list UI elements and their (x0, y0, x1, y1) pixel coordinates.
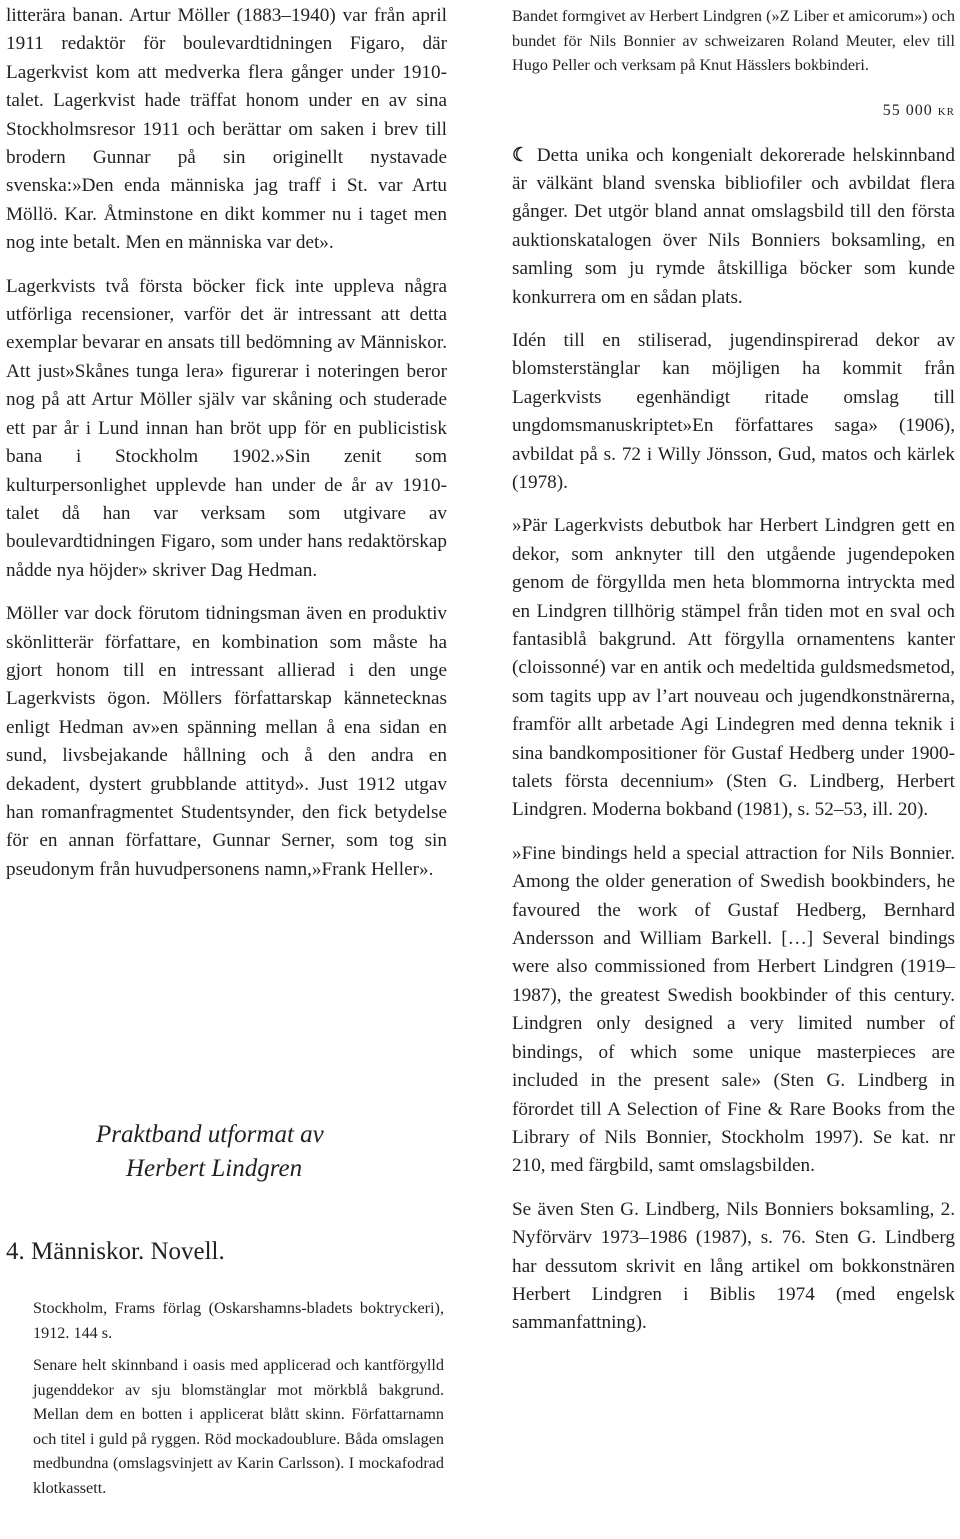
left-paragraph-2: Lagerkvists två första böcker fick inte uppleva några utförliga recensioner, varför det är intressant att detta exemplar bevarar en ansats till bedömning av Människor. Att just»Skånes tunga lera» figurerar i noteringen beror nog på att Artur Möller själv var skåning och studerade ett par år i Lund innan han bröt upp för en publicistisk bana i Stockholm 1902.»Sin zenit som kulturpersonlighet upplevde han under de år av 1910-talet då han var verksam som utgivare av boulevardtidningen Figaro, som under hans redaktörskap nådde nya höjder» skriver Dag Hedman. (6, 275, 447, 581)
lot-binding-description: Senare helt skinnband i oasis med applicerad och kantförgylld jugenddekor av sju blomstänglar mot mörkblå bakgrund. Mellan dem en botten i applicerat blått skinn. Författarnamn och titel i guld på ryggen. Röd mockadoublure. Båda omslagen medbundna (omslagsvinjett av Karin Carlsson). I mockafodrad klotkassett. (33, 1356, 444, 1497)
section-heading-line-1: Praktband utformat av (96, 1121, 324, 1148)
right-paragraph-5: Se även Sten G. Lindberg, Nils Bonniers boksamling, 2. Nyförvärv 1973–1986 (1987), s. 76. Sten G. Lindberg har dessutom skrivit en lång artikel om bokkonstnären Herbert Lindgren i Biblis 1974 (med engelsk sammanfattning). (512, 1198, 955, 1334)
binder-note: Bandet formgivet av Herbert Lindgren (»Z Liber et amicorum») och bundet för Nils Bonnier av schweizaren Roland Meuter, elev till Hugo Peller och verksam på Knut Hässlers bokbinderi. (512, 7, 955, 74)
right-column (512, 0, 955, 1338)
right-paragraph-1-text: Detta unika och kongenialt dekorerade helskinnband är välkänt bland svenska bibliofiler och avbildat flera gånger. Det utgör bland annat omslagsbild till den första auktionskatalogen över Nils Bonniers boksamling, en samling som ju rymde åtskilliga böcker som kunde konkurrera om en sådan plats. (512, 144, 955, 308)
right-paragraph-2: Idén till en stiliserad, jugendinspirerad dekor av blomsterstänglar kan möjligen ha kommit från Lagerkvists egenhändigt ritade omslag till ungdomsmanuskriptet»En författares saga» (1906), avbildat på s. 72 i Willy Jönsson, Gud, matos och kärlek (1978). (512, 329, 955, 493)
left-column (6, 0, 447, 884)
lot-imprint: Stockholm, Frams förlag (Oskarshamns-bladets boktryckeri), 1912. 144 s. (33, 1299, 444, 1342)
paragraph-marker-icon: ☾ (512, 144, 530, 166)
right-paragraph-3: »Pär Lagerkvists debutbok har Herbert Lindgren gett en dekor, som anknyter till den utgående jugendepoken genom de förgyllda men heta blommorna intryckta med en Lindgren tillhörig stämpel från tiden mot en sval och fantasiblå bakgrund. Att förgylla ornamentens kanter (cloissonné) var en antik och medeltida guldsmedsmetod, som tagits upp av l’art nouveau och jugendkonstnärerna, framför allt arbetade Agi Lindegren med denna teknik i sina bandkompositioner för Gustaf Hedberg under 1900-talets första decennium» (Sten G. Lindberg, Herbert Lindgren. Moderna bokband (1981), s. 52–53, ill. 20). (512, 515, 955, 821)
section-heading (96, 1118, 426, 1186)
lot-details (33, 1296, 444, 1500)
lot-title: 4. Människor. Novell. (6, 1238, 225, 1265)
right-paragraph-1 (512, 142, 955, 312)
price-number: 55 000 (882, 101, 933, 119)
price (512, 102, 955, 120)
right-paragraph-4: »Fine bindings held a special attraction for Nils Bonnier. Among the older generation of Swedish bookbinders, he favoured the work of Gustaf Hedberg, Bernhard Andersson and William Barkell. […] Several bindings were also commissioned from Herbert Lindgren (1919–1987), the greatest Swedish bookbinder of this century. Lindgren only designed a very limited number of bindings, of which some unique masterpieces are included in the present sale» (Sten G. Lindberg in förordet till A Selection of Fine & Rare Books from the Library of Nils Bonnier, Stockholm 1997). Se kat. nr 210, med färgbild, samt omslagsbilden. (512, 842, 955, 1177)
left-paragraph-3: Möller var dock förutom tidningsman även en produktiv skönlitterär författare, en kombination som måste ha gjort honom till en intressant allierad i den unge Lagerkvists ögon. Möllers författarskap kännetecknas enligt Hedman av»en spänning mellan å ena sidan en sund, livsbejakande hållning och å den andra en dekadent, dystert grubblande attityd». Just 1912 utgav han romanfragmentet Studentsynder, den fick betydelse för en annan författare, Gunnar Serner, som tog sin pseudonym från huvudpersonens namn,»Frank Heller». (6, 603, 447, 880)
left-paragraph-1: litterära banan. Artur Möller (1883–1940) var från april 1911 redaktör för boulevardtidningen Figaro, där Lagerkvist kom att medverka flera gånger under 1910-talet. Lagerkvist hade träffat honom under en av sina Stockholmsresor 1911 och berättar om saken i brev till brodern Gunnar på sin originellt nystavade svenska:»Den enda människa jag traff i St. var Artu Möllö. Kar. Åtminstone en dikt kommer nu i taget men nog inte betalt. Men en människa var det». (6, 5, 447, 254)
section-heading-line-2: Herbert Lindgren (126, 1155, 303, 1182)
price-unit: kr (937, 101, 955, 119)
